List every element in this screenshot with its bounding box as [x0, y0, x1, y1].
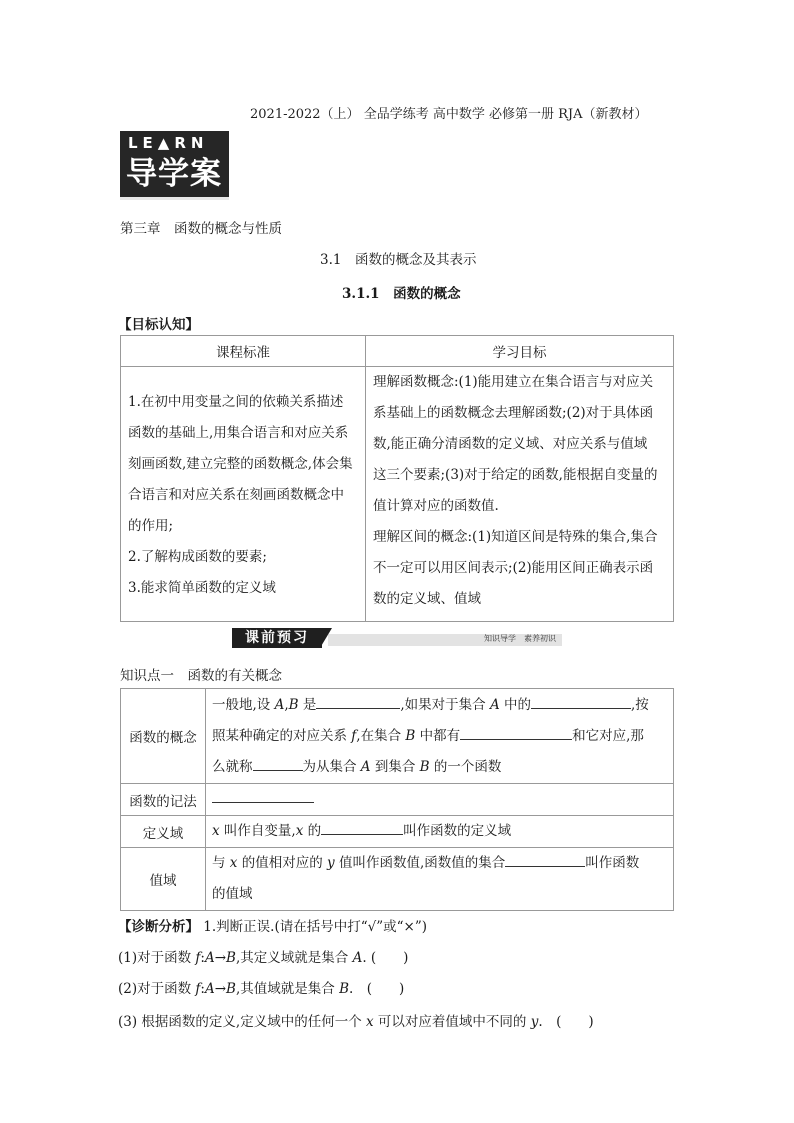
objective-line: 数的定义域、值域: [373, 591, 481, 607]
logo-guide-text: 导学案: [126, 156, 222, 192]
fill-blank: [321, 820, 403, 835]
text-run: 叫作函数的定义域: [403, 823, 512, 839]
text-run: 中都有: [415, 727, 461, 744]
answer-bracket: . ( ): [348, 981, 405, 997]
var-A: A: [352, 950, 363, 966]
fill-blank: [212, 788, 314, 803]
chapter-title: 第三章 函数的概念与性质: [120, 221, 282, 237]
diagnosis-label: 【诊断分析】: [118, 919, 199, 935]
answer-bracket: . ( ): [362, 950, 409, 966]
text-run: 的值相对应的: [237, 855, 328, 871]
text-run: (1)对于函数: [118, 950, 196, 966]
text-run: ,其定义域就是集合: [235, 950, 353, 966]
preview-banner: [232, 628, 562, 648]
text-run: 到集合: [370, 758, 420, 775]
var-x: x: [212, 823, 220, 839]
objective-line: 这三个要素;(3)对于给定的函数,能根据自变量的: [373, 467, 658, 483]
answer-bracket: . ( ): [538, 1014, 594, 1030]
standard-line: 的作用;: [128, 518, 174, 534]
text-run: 是: [298, 696, 317, 713]
judgement-item-2: [118, 977, 404, 997]
row-label: 函数的记法: [121, 784, 206, 816]
content-line: [212, 721, 667, 752]
var-B: B: [339, 981, 349, 997]
standard-line: 刻画函数,建立完整的函数概念,体会集: [128, 456, 353, 472]
var-A: A: [274, 696, 285, 713]
var-B: B: [405, 727, 416, 744]
goals-label: 【目标认知】: [118, 317, 199, 333]
learning-objectives: [366, 367, 674, 622]
section-title: 3.1 函数的概念及其表示: [320, 252, 477, 268]
var-f: f: [195, 950, 201, 966]
standard-line: 2.了解构成函数的要素;: [128, 549, 267, 565]
row-label: 函数的概念: [121, 689, 206, 784]
text-run: ,在集合: [356, 727, 406, 744]
logo-underline: [120, 197, 229, 200]
var-B: B: [226, 950, 236, 966]
objective-line: 不一定可以用区间表示;(2)能用区间正确表示函: [373, 560, 654, 576]
text-run: ,按: [631, 696, 649, 713]
var-B: B: [288, 696, 299, 713]
var-A: A: [489, 696, 500, 713]
learn-logo: [120, 131, 229, 200]
objective-line: 值计算对应的函数值.: [373, 498, 499, 514]
var-A: A: [204, 950, 215, 966]
function-concept-table: [120, 688, 674, 911]
concept-row: [121, 848, 674, 911]
objective-line: 数,能正确分清函数的定义域、对应关系与值域: [373, 436, 648, 452]
var-x: x: [366, 1014, 374, 1030]
text-run: (3) 根据函数的定义,定义域中的任何一个: [118, 1014, 366, 1030]
var-y: y: [530, 1014, 539, 1030]
text-run: →: [214, 981, 227, 997]
text-run: 叫作函数: [585, 855, 640, 871]
text-run: 中的: [499, 696, 531, 713]
fill-blank: [253, 756, 303, 771]
standard-line: 函数的基础上,用集合语言和对应关系: [128, 425, 349, 441]
var-y: y: [327, 855, 335, 871]
fill-blank: [505, 852, 585, 867]
diagnosis-intro: 1.判断正误.(请在括号中打“√”或“×”): [199, 919, 428, 935]
content-line: 的值域: [212, 886, 253, 902]
diagnosis-heading: [118, 915, 427, 935]
row-content: [206, 816, 674, 848]
text-run: :: [200, 981, 205, 997]
text-run: 和它对应,那: [572, 727, 644, 744]
var-A: A: [360, 758, 371, 775]
content-line: [212, 752, 667, 783]
text-run: ,如果对于集合: [400, 696, 490, 713]
text-run: 照某种确定的对应关系: [212, 727, 352, 744]
text-run: →: [214, 950, 227, 966]
concept-row: [121, 816, 674, 848]
objective-line: 系基础上的函数概念去理解函数;(2)对于具体函: [373, 405, 654, 421]
content-line: [212, 848, 667, 879]
text-run: 一般地,设: [212, 696, 275, 713]
goals-body-row: [121, 367, 674, 622]
var-x: x: [229, 855, 238, 871]
judgement-item-3: [118, 1010, 594, 1030]
curriculum-standards: [121, 367, 366, 622]
text-run: 与: [212, 855, 230, 871]
content-line: [212, 690, 667, 721]
objective-line: 理解函数概念:(1)能用建立在集合语言与对应关: [373, 374, 654, 390]
var-B: B: [419, 758, 430, 775]
objective-line: 理解区间的概念:(1)知道区间是特殊的集合,集合: [373, 529, 658, 545]
fill-blank: [531, 694, 631, 709]
text-run: (2)对于函数: [118, 981, 196, 997]
page-header: 2021-2022（上） 全品学练考 高中数学 必修第一册 RJA（新教材）: [250, 107, 648, 122]
row-content: [206, 689, 674, 784]
text-run: 么就称: [212, 758, 253, 775]
text-run: 值叫作函数值,函数值的集合: [334, 855, 506, 871]
concept-row: [121, 689, 674, 784]
goals-header-row: [121, 336, 674, 367]
row-label: 定义域: [121, 816, 206, 848]
row-label: 值域: [121, 848, 206, 911]
fill-blank: [316, 694, 400, 709]
text-run: 可以对应着值域中不同的: [373, 1014, 531, 1030]
var-B: B: [226, 981, 236, 997]
concept-row: [121, 784, 674, 816]
knowledge-point-title: 知识点一 函数的有关概念: [120, 668, 282, 684]
text-run: ,其值域就是集合: [235, 981, 340, 997]
var-A: A: [204, 981, 215, 997]
var-f: f: [195, 981, 201, 997]
goals-table: [120, 335, 674, 622]
logo-learn-text: LE▲RN: [128, 134, 209, 152]
text-run: ,: [284, 696, 289, 713]
banner-title: 课前预习: [232, 628, 322, 648]
text-run: 叫作自变量,: [219, 823, 296, 839]
fill-blank: [460, 725, 572, 740]
row-content: [206, 784, 674, 816]
var-x: x: [295, 823, 304, 839]
goals-col1-header: 课程标准: [121, 336, 366, 367]
standard-line: 1.在初中用变量之间的依赖关系描述: [128, 394, 344, 410]
text-run: 为从集合: [302, 758, 361, 775]
judgement-item-1: [118, 946, 408, 966]
row-content: [206, 848, 674, 911]
var-f: f: [351, 727, 357, 744]
standard-line: 3.能求简单函数的定义域: [128, 580, 276, 596]
text-run: 的: [303, 823, 322, 839]
text-run: 的一个函数: [429, 758, 502, 775]
goals-col2-header: 学习目标: [366, 336, 674, 367]
banner-tags: 知识导学 素养初识: [484, 634, 556, 643]
standard-line: 合语言和对应关系在刻画函数概念中: [128, 487, 344, 503]
subsection-title: 3.1.1 函数的概念: [342, 286, 461, 302]
text-run: :: [200, 950, 205, 966]
